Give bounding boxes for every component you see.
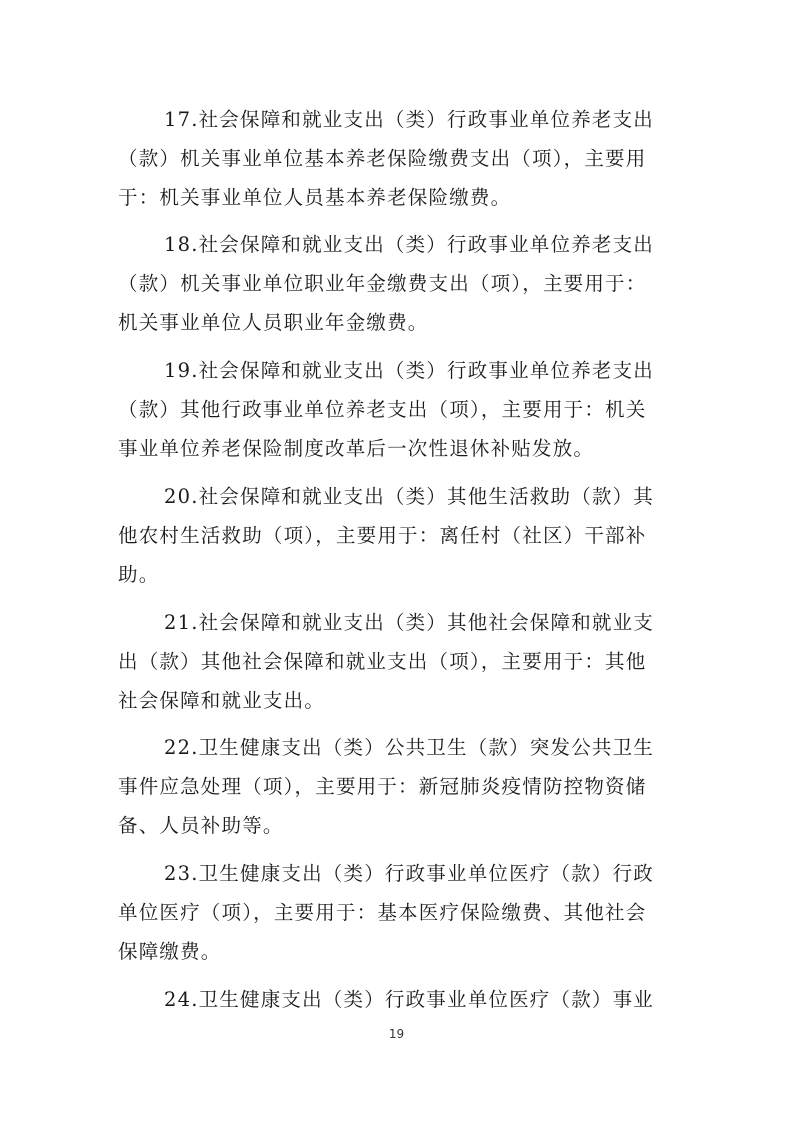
paragraph-line: 出（款）其他社会保障和就业支出（项），主要用于：其他 <box>118 650 647 673</box>
paragraph-line: 18.社会保障和就业支出（类）行政事业单位养老支出 <box>164 233 655 256</box>
paragraph-item-22 <box>118 728 678 845</box>
paragraph-line: 于：机关事业单位人员基本养老保险缴费。 <box>118 186 512 209</box>
paragraph-item-19 <box>118 351 678 468</box>
paragraph-line: 备、人员补助等。 <box>118 814 284 837</box>
paragraph-line: 22.卫生健康支出（类）公共卫生（款）突发公共卫生 <box>164 736 655 759</box>
paragraph-line: （款）机关事业单位基本养老保险缴费支出（项），主要用 <box>118 147 647 170</box>
paragraph-line: 17.社会保障和就业支出（类）行政事业单位养老支出 <box>164 108 655 131</box>
paragraph-item-23 <box>118 854 678 971</box>
page-number: 19 <box>388 1027 405 1041</box>
paragraph-line: 21.社会保障和就业支出（类）其他社会保障和就业支 <box>164 611 655 634</box>
paragraph-item-24 <box>118 980 678 1019</box>
paragraph-line: 助。 <box>118 563 160 586</box>
paragraph-line: 事业单位养老保险制度改革后一次性退休补贴发放。 <box>118 437 595 460</box>
paragraph-line: 23.卫生健康支出（类）行政事业单位医疗（款）行政 <box>164 862 655 885</box>
paragraph-line: （款）其他行政事业单位养老支出（项），主要用于：机关 <box>118 398 647 421</box>
paragraph-line: 24.卫生健康支出（类）行政事业单位医疗（款）事业 <box>164 988 655 1011</box>
paragraph-item-18 <box>118 225 678 342</box>
paragraph-line: 20.社会保障和就业支出（类）其他生活救助（款）其 <box>164 485 655 508</box>
paragraph-line: 社会保障和就业支出。 <box>118 689 326 712</box>
paragraph-line: 他农村生活救助（项），主要用于：离任村（社区）干部补 <box>118 524 647 547</box>
paragraph-line: 事件应急处理（项），主要用于：新冠肺炎疫情防控物资储 <box>118 775 647 798</box>
paragraph-line: （款）机关事业单位职业年金缴费支出（项），主要用于： <box>118 272 647 295</box>
paragraph-line: 机关事业单位人员职业年金缴费。 <box>118 311 429 334</box>
paragraph-line: 保障缴费。 <box>118 940 222 963</box>
paragraph-item-17 <box>118 100 678 217</box>
paragraph-line: 单位医疗（项），主要用于：基本医疗保险缴费、其他社会 <box>118 901 647 924</box>
paragraph-item-21 <box>118 603 678 720</box>
paragraph-line: 19.社会保障和就业支出（类）行政事业单位养老支出 <box>164 359 655 382</box>
paragraph-item-20 <box>118 477 678 594</box>
